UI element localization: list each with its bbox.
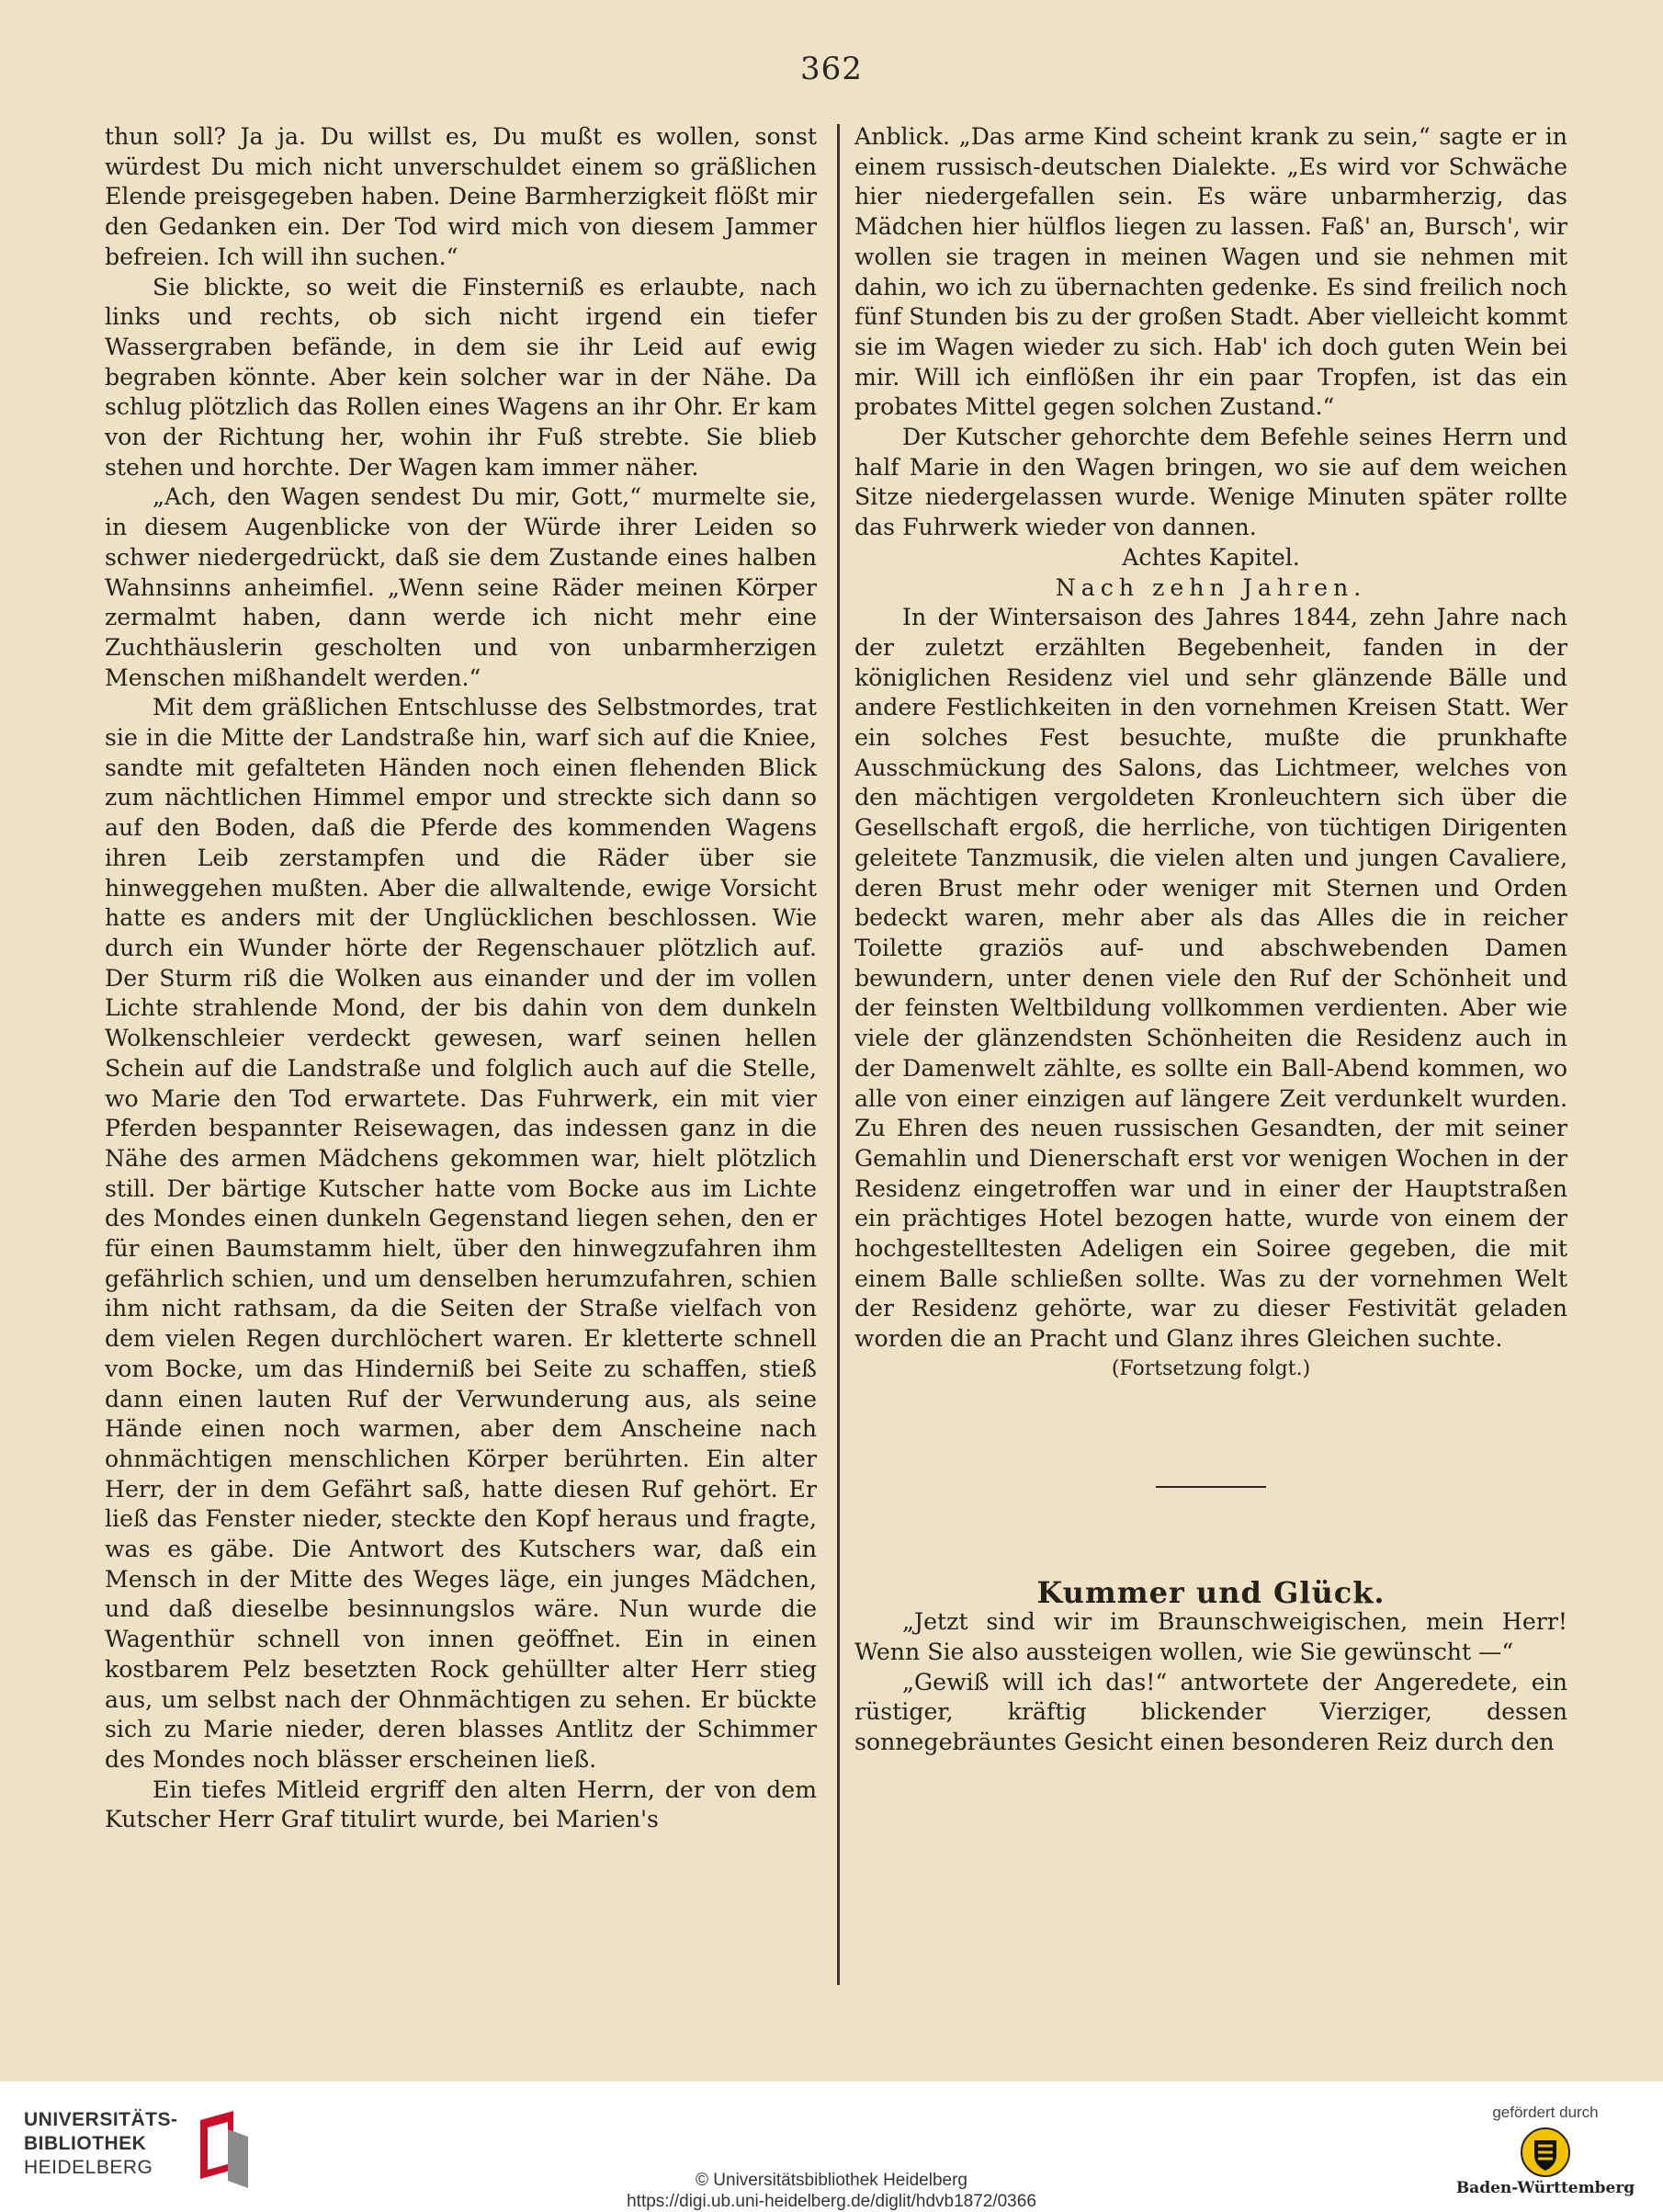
footer-bar — [0, 2082, 1663, 2212]
left-paragraph-3: „Ach, den Wagen sendest Du mir, Gott,“ murmelte sie, in diesem Augenblicke von der Würde ihrer Leiden so schwer niedergedrückt, daß sie dem Zustande eines halben Wahnsinns anheimfiel. „Wenn seine Räder meinen Körper zermalmt haben, dann werde ich nicht mehr eine Zuchthäuslerin gescholten und von unbarmherzigen Menschen mißhandelt werden.“ — [105, 483, 817, 691]
library-name-line-2: BIBLIOTHEK — [24, 2133, 147, 2154]
column-divider — [837, 124, 840, 1985]
chapter-title: Nach zehn Jahren. — [1055, 573, 1367, 601]
section-separator — [1156, 1486, 1266, 1488]
continued-note: (Fortsetzung folgt.) — [1111, 1356, 1311, 1380]
funder-name: Baden-Württemberg — [1455, 2179, 1635, 2197]
chapter-paragraph-1: In der Wintersaison des Jahres 1844, zehn Jahre nach der zuletzt erzählten Begebenheit, fanden in der königlichen Residenz viel und sehr glänzende Bälle und andere Festlichkeiten in den vornehmen Kreisen Statt. Wer ein solches Fest besuchte, mußte die prunkhafte Ausschmückung des Salons, das Lichtmeer, welches von den mächtigen vergoldeten Kronleuchtern sich über die Gesellschaft ergoß, die herrliche, von tüchtigen Dirigenten geleitete Tanzmusik, die vielen alten und jungen Cavaliere, deren Brust mehr oder weniger mit Sternen und Orden bedeckt waren, mehr aber als das Alles die in reicher Toilette graziös auf- und abschwebenden Damen bewundern, unter denen viele den Ruf der Schönheit und der feinsten Weltbildung vollkommen verdienten. Aber wie viele der glänzendsten Schönheiten die Residenz auch in der Damenwelt zählte, es sollte ein Ball-Abend kommen, wo alle von einer einzigen auf längere Zeit verdunkelt wurden. Zu Ehren des neuen russischen Gesandten, der mit seiner Gemahlin und Dienerschaft erst vor wenigen Wochen in der Residenz eingetroffen war und in einer der Hauptstraßen ein prächtiges Hotel bezogen hatte, wurde von einem der hochgestelltesten Adeligen ein Soiree gegeben, die mit einem Balle schließen sollte. Was zu der vornehmen Welt der Residenz gehörte, war zu dieser Festivität geladen worden die an Pracht und Glanz ihres Gleichen suchte. — [854, 604, 1567, 1353]
copyright-notice: © Universitätsbibliothek Heidelberg — [696, 2171, 967, 2190]
story-title: Kummer und Glück. — [1036, 1574, 1386, 1610]
funder-block — [1454, 2104, 1637, 2206]
right-paragraph-2: Der Kutscher gehorchte dem Befehle seines Herrn und half Marie in den Wagen bringen, wo sie auf dem weichen Sitze niedergelassen wurde. Wenige Minuten später rollte das Fuhrwerk wieder von dannen. — [854, 424, 1567, 541]
source-url-link[interactable]: https://digi.ub.uni-heidelberg.de/diglit/hdvb1872/0366 — [627, 2192, 1036, 2211]
right-paragraph-1: Anblick. „Das arme Kind scheint krank zu sein,“ sagte er in einem russisch-deutschen Dialekte. „Es wird vor Schwäche hier niedergefallen sein. Es wäre unbarmherzig, das Mädchen hier hülflos liegen zu lassen. Faß' an, Bursch', wir wollen sie tragen in meinen Wagen und sie nehmen mit dahin, wo ich zu übernachten gedenke. Es sind freilich noch fünf Stunden bis zu der großen Stadt. Aber vielleicht kommt sie im Wagen wieder zu sich. Hab' ich doch guten Wein bei mir. Will ich einflößen ihr ein paar Tropfen, ist das ein probates Mittel gegen solchen Zustand.“ — [854, 123, 1567, 421]
page-number: 362 — [800, 51, 863, 87]
left-paragraph-4: Mit dem gräßlichen Entschlusse des Selbstmordes, trat sie in die Mitte der Landstraße hin, warf sich auf die Kniee, sandte mit gefalteten Händen noch einen flehenden Blick zum nächtlichen Himmel empor und streckte sich dann so auf den Boden, daß die Pferde des kommenden Wagens ihren Leib zerstampfen und die Räder über sie hinweggehen mußten. Aber die allwaltende, ewige Vorsicht hatte es anders mit der Unglücklichen beschlossen. Wie durch ein Wunder hörte der Regenschauer plötzlich auf. Der Sturm riß die Wolken aus einander und der im vollen Lichte strahlende Mond, der bis dahin von dem dunkeln Wolkenschleier verdeckt gewesen, warf seinen hellen Schein auf die Landstraße und folglich auch auf die Stelle, wo Marie den Tod erwartete. Das Fuhrwerk, ein mit vier Pferden bespannter Reisewagen, das indessen ganz in die Nähe des armen Mädchens gekommen war, hielt plötzlich still. Der bärtige Kutscher hatte vom Bocke aus im Lichte des Mondes einen dunkeln Gegenstand liegen sehen, den er für einen Baumstamm hielt, über den hinwegzufahren ihm gefährlich schien, und um denselben herumzufahren, schien ihm nicht rathsam, da die Seiten der Straße vielfach von dem vielen Regen durchlöchert waren. Er kletterte schnell vom Bocke, um das Hinderniß bei Seite zu schaffen, stieß dann einen lauten Ruf der Verwunderung aus, als seine Hände einen noch warmen, aber dem Anscheine nach ohnmächtigen menschlichen Körper berührten. Ein alter Herr, der in dem Gefährt saß, hatte diesen Ruf gehört. Er ließ das Fenster nieder, steckte den Kopf heraus und fragte, was es gäbe. Die Antwort des Kutschers war, daß ein Mensch in der Mitte des Weges läge, ein junges Mädchen, und daß dieselbe besinnungslos wäre. Nun wurde die Wagenthür schnell von innen geöffnet. Ein in einen kostbarem Pelz besetzten Rock gehüllter alter Herr stieg aus, um selbst nach der Ohnmächtigen zu sehen. Er bückte sich zu Marie nieder, deren blasses Antlitz der Schimmer des Mondes noch blässer erscheinen ließ. — [105, 694, 817, 1773]
library-name-line-1: UNIVERSITÄTS- — [24, 2109, 178, 2130]
left-paragraph-2: Sie blickte, so weit die Finsterniß es erlaubte, nach links und rechts, ob sich nicht irgend ein tiefer Wassergraben befände, in dem sie ihr Leid auf ewig begraben könnte. Aber kein solcher war in der Nähe. Da schlug plötzlich das Rollen eines Wagens an ihr Ohr. Er kam von der Richtung her, wohin ihr Fuß strebte. Sie blieb stehen und horchte. Der Wagen kam immer näher. — [105, 273, 817, 481]
left-column — [105, 122, 817, 1835]
right-column — [854, 122, 1567, 1758]
left-paragraph-5: Ein tiefes Mitleid ergriff den alten Herrn, der von dem Kutscher Herr Graf titulirt wurde, bei Marien's — [105, 1775, 817, 1833]
library-name-line-3: HEIDELBERG — [24, 2157, 153, 2178]
chapter-label: Achtes Kapitel. — [1122, 543, 1300, 571]
story-paragraph-1: „Jetzt sind wir im Braunschweigischen, mein Herr! Wenn Sie also aussteigen wollen, wie Sie gewünscht —“ — [854, 1608, 1567, 1665]
funded-by-label: gefördert durch — [1492, 2104, 1599, 2121]
left-paragraph-1: thun soll? Ja ja. Du willst es, Du mußt es wollen, sonst würdest Du mich nicht unverschuldet einem so gräßlichen Elende preisgegeben haben. Deine Barmherzigkeit flößt mir den Gedanken ein. Der Tod wird mich von diesem Jammer befreien. Ich will ihn suchen.“ — [105, 123, 817, 270]
coat-of-arms-icon — [1521, 2127, 1570, 2177]
story-paragraph-2: „Gewiß will ich das!“ antwortete der Angeredete, ein rüstiger, kräftig blickender Vierziger, dessen sonnegebräuntes Gesicht einen besonderen Reiz durch den — [854, 1668, 1567, 1756]
